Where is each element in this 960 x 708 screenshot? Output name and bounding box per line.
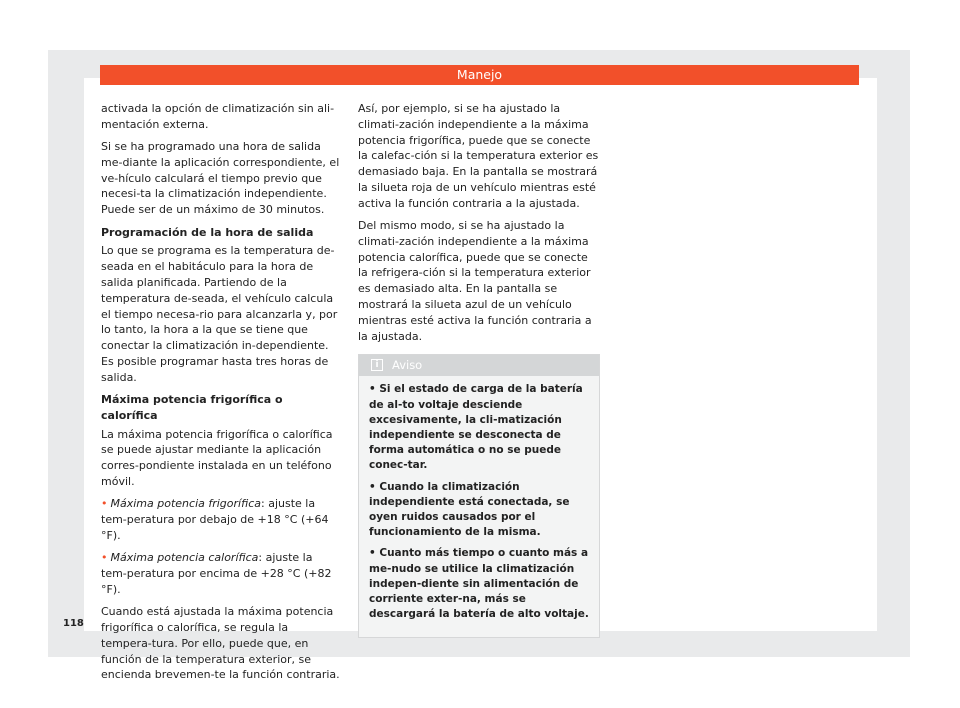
subheading-max-power: Máxima potencia frigorífica o calorífica <box>101 393 283 422</box>
info-icon: i <box>371 359 383 371</box>
section-header <box>100 65 859 85</box>
right-column <box>358 101 600 638</box>
notice-header <box>359 355 599 376</box>
notice-item: • Cuanto más tiempo o cuanto más a me-nudo se utilice la climatización indepen-diente sin alimentación de corriente exter-na, más se descargará la batería de alto voltaje. <box>369 547 589 621</box>
list-item <box>101 550 341 597</box>
paragraph: Lo que se programa es la temperatura de-seada en el habitáculo para la hora de salida planificada. Partiendo de la temperatura de-seada, el vehículo calcula el tiempo necesa-rio para alcanzarla y, por lo tanto, la hora a la que se tiene que conectar la climatización in-dependiente. Es posible programar hasta tres horas de salida. <box>101 244 338 384</box>
notice-body <box>359 376 599 636</box>
paragraph: Cuando está ajustada la máxima potencia frigorífica o calorífica, se regula la tempera-tura. Por ello, puede que, en función de la temperatura exterior, se encienda brevemen-te la función contraria. <box>101 605 340 682</box>
left-column <box>101 101 341 690</box>
list-item <box>101 496 341 543</box>
list-item-text: : ajuste la tem-peratura por debajo de +18 °C (+64 °F). <box>101 497 329 542</box>
paragraph: Del mismo modo, si se ha ajustado la climati-zación independiente a la máxima potencia calorífica, puede que se conecte la refrigera-ción si la temperatura exterior es demasiado alta. En la pantalla se mostrará la silueta azul de un vehículo mientras esté activa la función contraria a la ajustada. <box>358 219 592 343</box>
subheading-departure-time: Programación de la hora de salida <box>101 225 314 239</box>
term-heating: Máxima potencia calorífica <box>110 551 259 565</box>
list-item-text: : ajuste la tem-peratura por encima de +28 °C (+82 °F). <box>101 551 332 596</box>
paragraph: activada la opción de climatización sin ali-mentación externa. <box>101 102 335 131</box>
notice-item: • Cuando la climatización independiente está conectada, se oyen ruidos causados por el funcionamiento de la misma. <box>369 480 570 539</box>
notice-item: • Si el estado de carga de la batería de al-to voltaje desciende excesivamente, la cli-matización independiente se desconecta de forma automática o no se puede conec-tar. <box>369 383 583 472</box>
bullet-icon: • <box>101 497 108 511</box>
paragraph: Así, por ejemplo, si se ha ajustado la climati-zación independiente a la máxima potencia frigorífica, puede que se conecte la calefac-ción si la temperatura exterior es demasiado baja. En la pantalla se mostrará la silueta roja de un vehículo mientras esté activa la función contraria a la ajustada. <box>358 102 599 210</box>
section-title: Manejo <box>456 67 503 82</box>
notice-title: Aviso <box>392 358 423 373</box>
notice-box <box>358 354 600 637</box>
term-cooling: Máxima potencia frigorífica <box>110 497 261 511</box>
paragraph: Si se ha programado una hora de salida me-diante la aplicación correspondiente, el ve-hículo calculará el tiempo previo que necesi-ta la climatización independiente. Puede ser de un máximo de 30 minutos. <box>101 140 340 217</box>
bullet-icon: • <box>101 551 108 565</box>
page-number: 118 <box>63 618 84 629</box>
paragraph: La máxima potencia frigorífica o calorífica se puede ajustar mediante la aplicación corres-pondiente instalada en un teléfono móvil. <box>101 427 333 489</box>
